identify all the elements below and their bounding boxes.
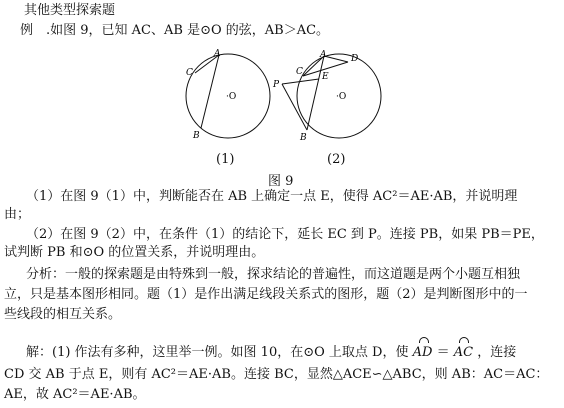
label-o-2: ·O [336,92,347,102]
solution-line-1-text: 解：(1) 作法有多种，这里举一例。如图 10，在⊙O 上取点 D，使 [26,345,409,360]
analysis-line-1: 分析：一般的探索题是由特殊到一般，探求结论的普遍性，而这道题是两个小题互相独 [26,267,521,282]
arc-ac: AC [453,345,474,360]
question-2-line-2: 试判断 PB 和⊙O 的位置关系，并说明理由。 [4,245,265,260]
figure-caption: 图 9 [268,174,294,189]
solution-line-1 [26,344,516,362]
chord-ab-2 [307,56,324,130]
example-statement: 例 .如图 9，已知 AC、AB 是⊙O 的弦，AB＞AC。 [20,23,330,38]
label-d-2: D [351,54,359,64]
figure-9 [0,48,564,198]
label-a-1: A [214,49,221,59]
solution-line-3: AE，故 AC²＝AE·AB。 [4,387,146,402]
subfigure-1-label: (1) [216,152,235,167]
label-p-2: P [273,80,280,90]
label-c-2: C [296,67,303,77]
chord-ad-2 [324,56,348,62]
question-1-line-2: 由； [4,207,31,222]
section-heading: 其他类型探索题 [24,3,116,18]
analysis-line-2: 立，只是基本图形相同。题（1）是作出满足线段关系式的图形，题（2）是判断图形中的一 [4,287,528,302]
label-o-1: ·O [226,92,237,102]
arc-ad: AD [412,345,433,360]
question-2-line-1: （2）在图 9（2）中，在条件（1）的结论下，延长 EC 到 P。连接 PB，如果 PB＝PE， [26,227,544,242]
subfigure-2-label: (2) [327,152,346,167]
analysis-line-3: 些线段的相互关系。 [4,307,122,322]
solution-line-2: CD 交 AB 于点 E，则有 AC²＝AE·AB。连接 BC，显然△ACE∽△ABC，则 AB：AC＝AC： [4,367,549,382]
label-a-2: A [320,50,327,60]
label-e-2: E [322,72,329,82]
solution-line-1-tail: ，连接 [477,345,517,360]
label-b-2: B [300,133,307,143]
label-b-1: B [193,131,200,141]
arc-equals: ＝ [436,345,450,360]
label-c-1: C [186,68,193,78]
question-1-line-1: （1）在图 9（1）中，判断能否在 AB 上确定一点 E，使得 AC²＝AE·AB，并说明理 [26,189,518,204]
segment-pb-2 [282,84,307,130]
